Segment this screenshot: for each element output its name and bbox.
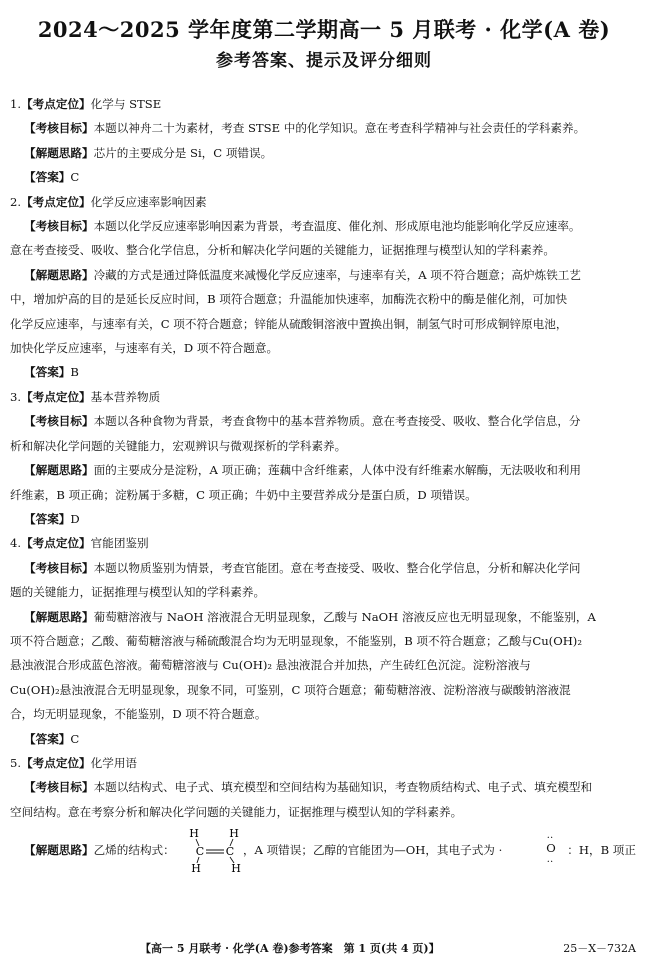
atom-h: H <box>229 827 239 841</box>
ethanol-electron-dot <box>540 830 562 866</box>
idea-line <box>10 483 640 507</box>
goal-text: 空间结构。意在考察分析和解决化学问题的关键能力，证据推理与模型认知的学科素养。 <box>10 804 463 819</box>
idea-line <box>10 336 640 360</box>
goal-text: 本题以各种食物为背景，考查食物中的基本营养物质。意在考查接受、吸收、整合化学信息，分 <box>93 414 581 429</box>
answer-label: 【答案】 <box>24 365 71 380</box>
idea-text-tail: ：H，B 项正 <box>567 843 636 858</box>
goal-line <box>10 214 640 238</box>
goal-line <box>10 238 640 262</box>
point-label: 【考点定位】 <box>21 97 91 111</box>
idea-line <box>10 287 640 311</box>
answer-label: 【答案】 <box>24 170 71 185</box>
idea-text: Cu(OH)₂悬浊液混合无明显现象，现象不同，可鉴别，C 项符合题意；葡萄糖溶液、淀粉溶液与碳酸钠溶液混 <box>10 682 571 697</box>
goal-line <box>10 775 640 799</box>
footer-code: 25－X－732A <box>563 942 636 955</box>
goal-line <box>10 116 640 140</box>
atom-h: H <box>231 862 241 876</box>
idea-line <box>10 458 640 482</box>
answer-value: C <box>70 731 80 746</box>
idea-text: 芯片的主要成分是 Si，C 项错误。 <box>93 145 273 160</box>
idea-text: 项不符合题意；乙酸、葡萄糖溶液与稀硫酸混合均为无明显现象，不能鉴别，B 项不符合题意；乙酸与Cu(OH)₂ <box>10 633 582 648</box>
answer-value: B <box>70 365 79 380</box>
idea-line <box>10 605 640 629</box>
goal-label: 【考核目标】 <box>24 780 94 795</box>
point-label: 【考点定位】 <box>21 536 91 551</box>
answer-label: 【答案】 <box>24 511 71 526</box>
idea-text-after: ，A 项错误；乙醇的官能团为—OH，其电子式为 · <box>242 843 503 858</box>
goal-text: 本题以结构式、电子式、填充模型和空间结构为基础知识，考查物质结构式、电子式、填充模型和 <box>93 780 593 795</box>
idea-line <box>10 678 640 702</box>
goal-line <box>10 409 640 433</box>
question-point-line <box>10 92 640 116</box>
goal-text: 本题以神舟二十为素材，考查 STSE 中的化学知识。意在考查科学精神与社会责任的学科素养。 <box>93 121 586 136</box>
goal-label: 【考核目标】 <box>24 121 94 136</box>
idea-text-before: 乙烯的结构式： <box>93 843 169 858</box>
idea-line <box>10 629 640 653</box>
question-number: 1. <box>10 97 22 111</box>
goal-label: 【考核目标】 <box>24 414 94 429</box>
question-point-line <box>10 751 640 775</box>
point-text: 基本营养物质 <box>90 389 161 404</box>
idea-line <box>10 141 640 165</box>
question-point-line <box>10 385 640 409</box>
question-number: 3. <box>10 389 22 404</box>
idea-line <box>10 263 640 287</box>
goal-text: 析和解决化学问题的关键能力，宏观辨识与微观探析的学科素养。 <box>10 438 347 453</box>
goal-line <box>10 580 640 604</box>
goal-text: 本题以化学反应速率影响因素为背景，考查温度、催化剂、形成原电池均能影响化学反应速率。 <box>93 219 581 234</box>
idea-text: 悬浊液混合形成蓝色溶液。葡萄糖溶液与 Cu(OH)₂ 悬浊液混合并加热，产生砖红色沉淀。淀粉溶液与 <box>10 658 531 673</box>
atom-c: C <box>225 845 235 859</box>
point-label: 【考点定位】 <box>21 755 91 770</box>
page-subtitle: 参考答案、提示及评分细则 <box>216 51 432 71</box>
lone-pair-dots: ‥ <box>546 830 556 842</box>
idea-label: 【解题思路】 <box>24 609 94 624</box>
atom-h: H <box>191 862 201 876</box>
point-text: 化学反应速率影响因素 <box>90 194 207 209</box>
idea-text: 合，均无明显现象，不能鉴别，D 项不符合题意。 <box>10 707 267 722</box>
oxygen-atom: O <box>546 841 556 856</box>
idea-line <box>10 312 640 336</box>
atom-h: H <box>189 827 199 841</box>
answer-line <box>10 165 640 189</box>
idea-label: 【解题思路】 <box>24 843 94 858</box>
goal-line <box>10 800 640 824</box>
goal-line <box>10 434 640 458</box>
footer-page-info: 【高一 5 月联考 · 化学(A 卷)参考答案 第 1 页(共 4 页)】 <box>140 942 440 955</box>
idea-text: 面的主要成分是淀粉，A 项正确；莲藕中含纤维素，人体中没有纤维素水解酶，无法吸收和利用 <box>93 463 581 478</box>
atom-c: C <box>195 845 205 859</box>
idea-text: 纤维素，B 项正确；淀粉属于多糖，C 项正确；牛奶中主要营养成分是蛋白质，D 项错误。 <box>10 487 477 502</box>
goal-label: 【考核目标】 <box>24 219 94 234</box>
answer-line <box>10 727 640 751</box>
goal-text: 意在考查接受、吸收、整合化学信息，分析和解决化学问题的关键能力，证据推理与模型认知的学科素养。 <box>10 243 555 258</box>
point-text: 化学与 STSE <box>90 97 162 111</box>
answer-line <box>10 507 640 531</box>
goal-line <box>10 556 640 580</box>
question-point-line <box>10 190 640 214</box>
point-label: 【考点定位】 <box>21 389 91 404</box>
idea-line <box>10 653 640 677</box>
idea-text: 化学反应速率，与速率有关，C 项不符合题意；锌能从硫酸铜溶液中置换出铜，制氢气时可形成铜锌原电池， <box>10 316 568 331</box>
idea-text: 葡萄糖溶液与 NaOH 溶液混合无明显现象，乙酸与 NaOH 溶液反应也无明显现象，不能鉴别，A <box>93 609 596 624</box>
idea-text: 冷藏的方式是通过降低温度来减慢化学反应速率，与速率有关，A 项不符合题意；高炉炼铁工艺 <box>93 267 581 282</box>
idea-text: 中，增加炉高的目的是延长反应时间，B 项符合题意；升温能加快速率，加酶洗衣粉中的酶是催化剂，可加快 <box>10 292 568 307</box>
answer-value: C <box>70 170 80 185</box>
point-label: 【考点定位】 <box>21 194 91 209</box>
idea-label: 【解题思路】 <box>24 145 94 160</box>
question-number: 5. <box>10 755 22 770</box>
idea-label: 【解题思路】 <box>24 267 94 282</box>
question-point-line <box>10 531 640 555</box>
idea-label: 【解题思路】 <box>24 463 94 478</box>
goal-text: 题的关键能力，证据推理与模型认知的学科素养。 <box>10 585 266 600</box>
answer-label: 【答案】 <box>24 731 71 746</box>
answer-content <box>10 92 640 880</box>
answer-line <box>10 360 640 384</box>
question-number: 2. <box>10 194 22 209</box>
answer-value: D <box>70 511 80 526</box>
q5-idea-line <box>10 824 640 880</box>
ethylene-structural-formula <box>182 826 252 878</box>
point-text: 化学用语 <box>90 755 138 770</box>
question-number: 4. <box>10 536 22 551</box>
idea-line <box>10 702 640 726</box>
idea-text: 加快化学反应速率，与速率有关，D 项不符合题意。 <box>10 341 279 356</box>
lone-pair-dots: ‥ <box>546 854 556 866</box>
point-text: 官能团鉴别 <box>90 536 149 551</box>
q5-idea-text <box>24 838 502 862</box>
goal-text: 本题以物质鉴别为情景，考查官能团。意在考查接受、吸收、整合化学信息，分析和解决化学问 <box>93 560 581 575</box>
page-title: 2024～2025 学年度第二学期高一 5 月联考 · 化学(A 卷) <box>37 17 611 42</box>
goal-label: 【考核目标】 <box>24 560 94 575</box>
